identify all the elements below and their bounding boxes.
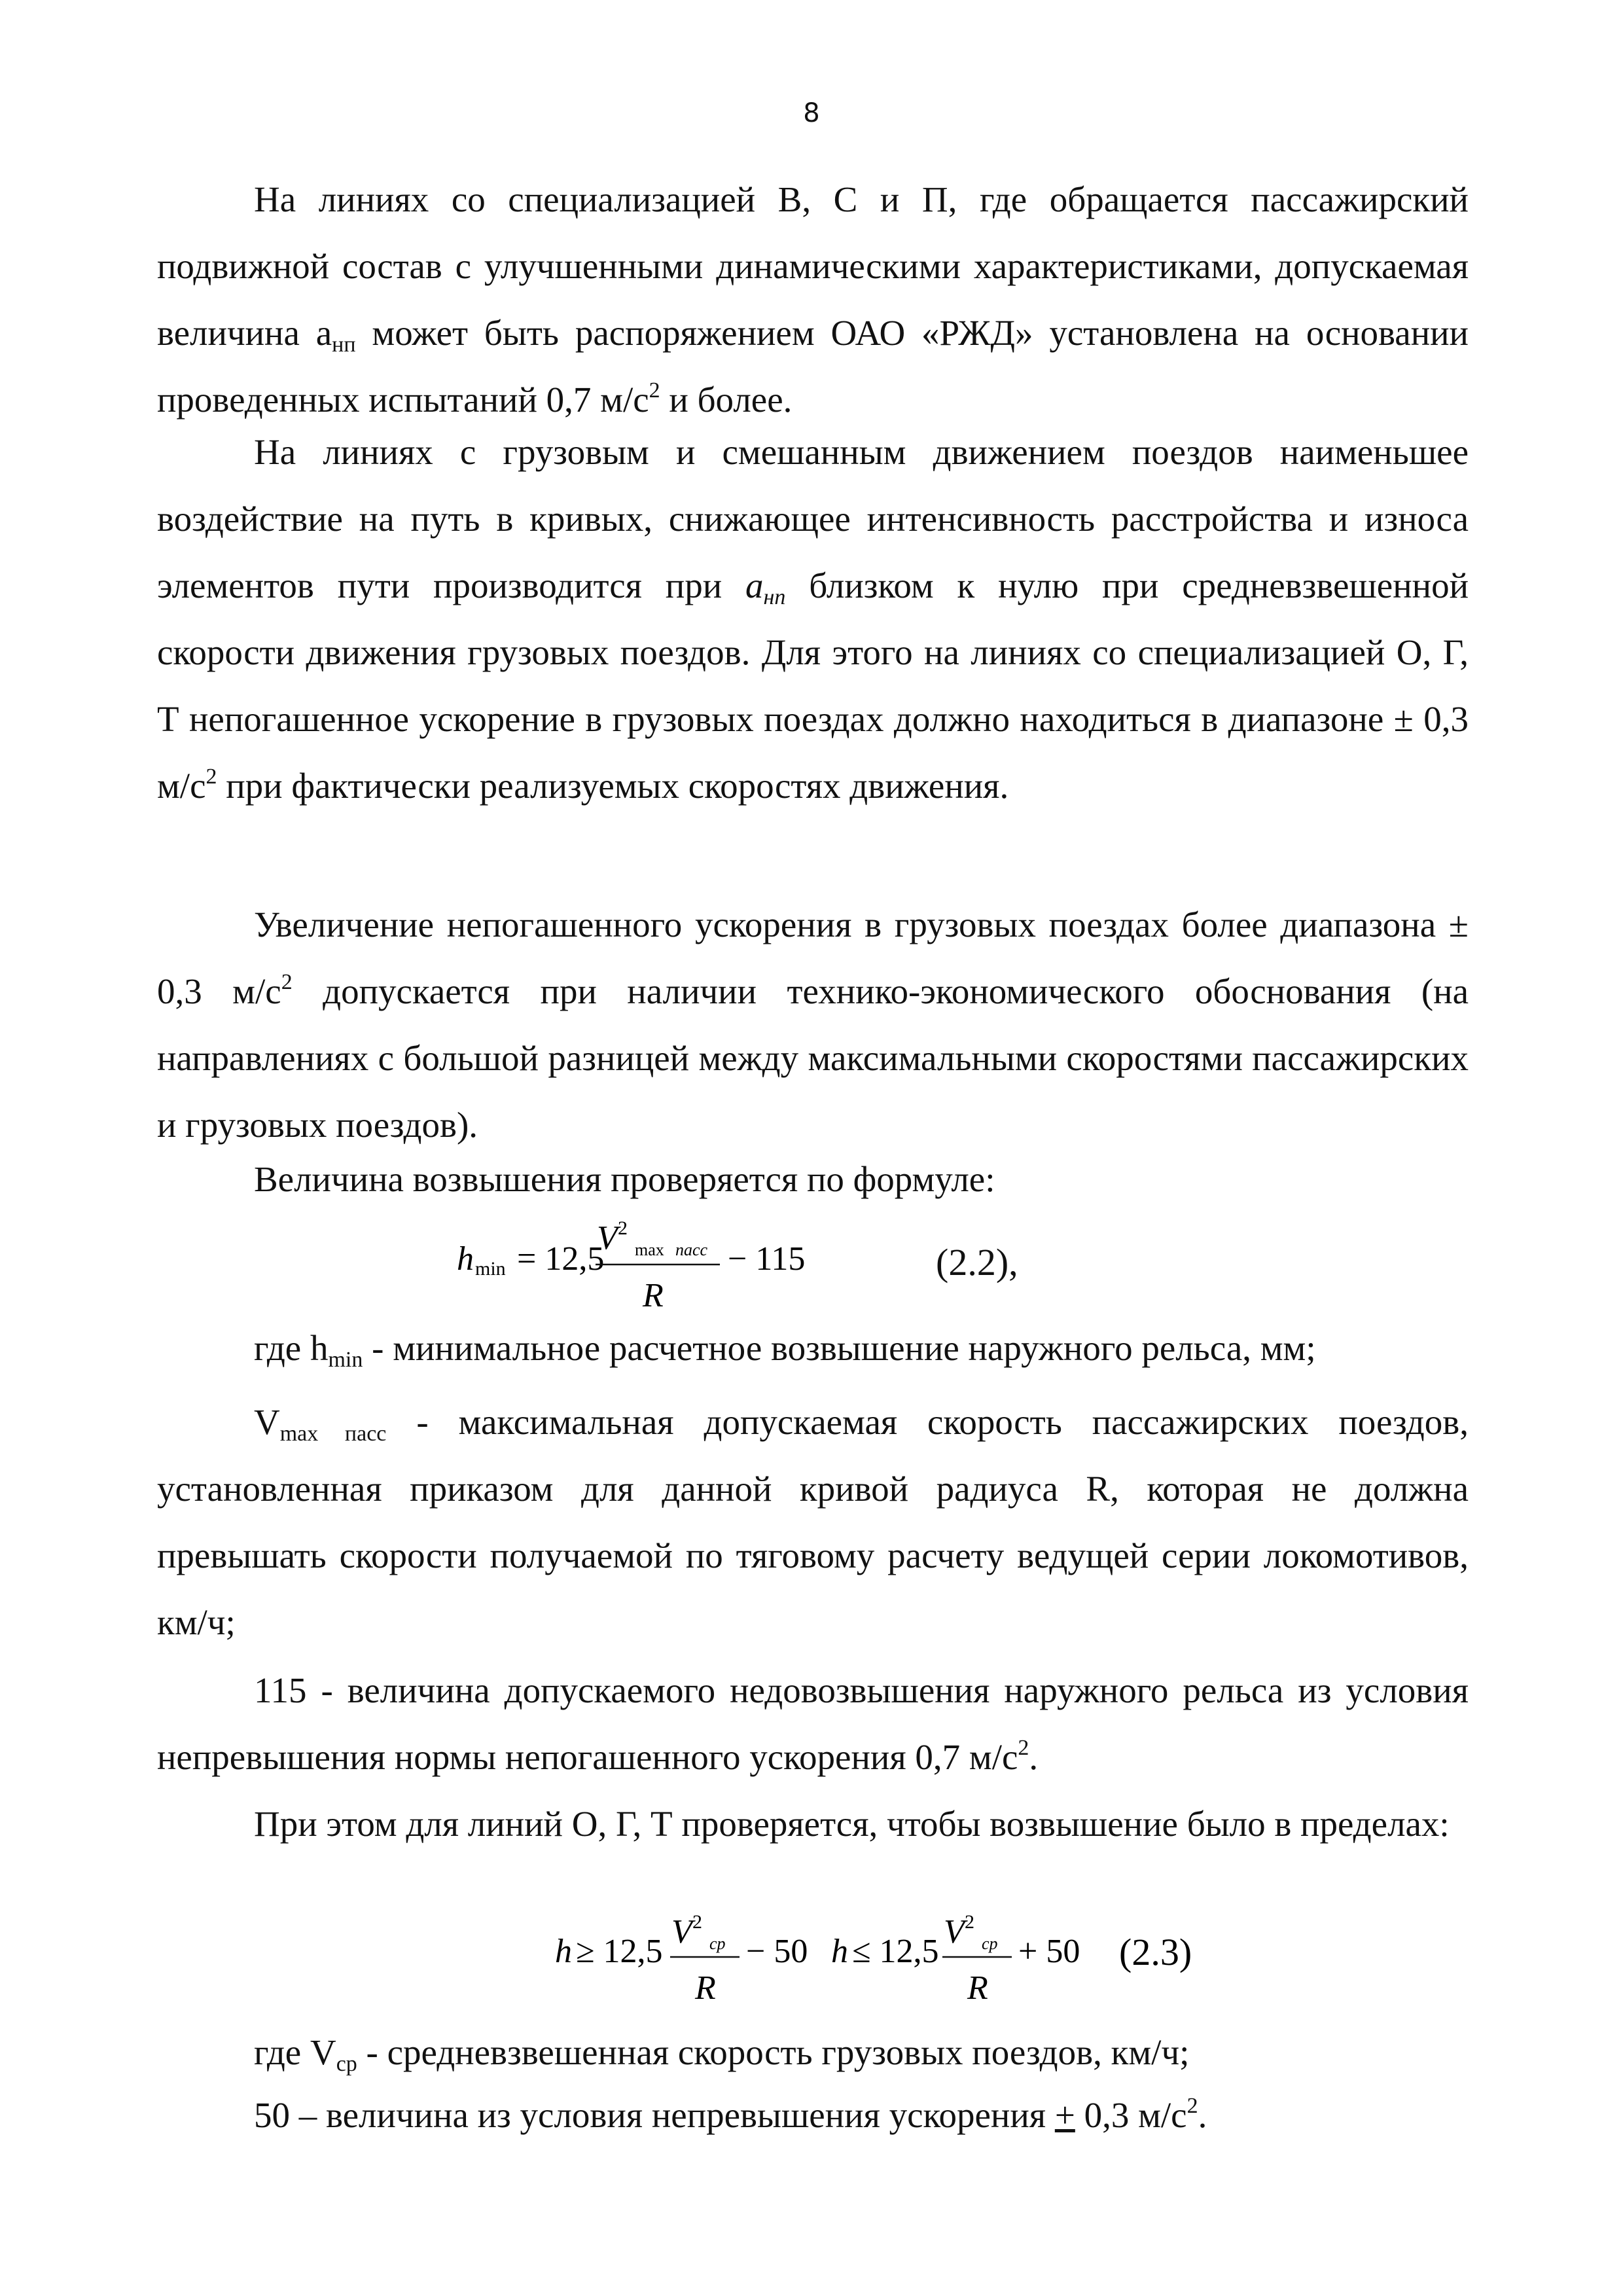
paragraph-5 xyxy=(157,1389,1469,1656)
definition-hmin-sub: min xyxy=(328,1348,363,1372)
paragraph-1-text-b: может быть распоряжением ОАО «РЖД» установлена на основании проведенных испытаний 0,7 м/с xyxy=(157,313,1469,420)
formula-2-2 xyxy=(445,1210,929,1321)
formula-2-2-lhs: h xyxy=(457,1240,474,1278)
formula-2-3-left-num-sub: cp xyxy=(709,1934,726,1953)
paragraph-5-text-b: - максимальная допускаемая скорость пассажирских поездов, установленная приказом для данной кривой радиуса R, которая не должна превышать скорости получаемой по тяговому расчету ведущей серии локомотивов, км/ч; xyxy=(157,1402,1469,1642)
formula-2-3-left-tail: − 50 xyxy=(746,1933,808,1970)
formula-2-2-lhs-sub: min xyxy=(475,1258,506,1280)
paragraph-6-text-b: . xyxy=(1029,1737,1039,1777)
paragraph-7: При этом для линий О, Г, Т проверяется, чтобы возвышение было в пределах: xyxy=(254,1804,1450,1844)
paragraph-3-sup: 2 xyxy=(281,970,293,994)
definition-hmin-text-a: где h xyxy=(254,1328,329,1368)
formula-2-2-tail: − 115 xyxy=(728,1240,806,1278)
definition-50-text-c: . xyxy=(1198,2095,1207,2135)
paragraph-3 xyxy=(157,891,1469,1158)
paragraph-1 xyxy=(157,166,1469,433)
paragraph-3-text-b: допускается при наличии технико-экономического обоснования (на направлениях с большой разницей между максимальными скоростями пассажирских и грузовых поездов). xyxy=(157,971,1469,1145)
definition-50-text-a: 50 – величина из условия непревышения ускорения xyxy=(254,2095,1055,2135)
formula-2-3-right-op: ≤ 12,5 xyxy=(852,1933,939,1970)
paragraph-2-sup: 2 xyxy=(205,764,217,789)
paragraph-2-text-a: На линиях с грузовым и смешанным движением поездов наименьшее воздействие на путь в кривых, снижающее интенсивность расстройства и износа элементов пути производится при xyxy=(157,432,1469,605)
paragraph-1-sub: нп xyxy=(332,332,356,357)
formula-2-2-coef: = 12,5 xyxy=(517,1240,605,1278)
paragraph-1-text-c: и более. xyxy=(660,380,793,420)
definition-50-sup: 2 xyxy=(1186,2094,1198,2118)
definition-50 xyxy=(254,2094,1207,2136)
formula-2-2-num-sup: 2 xyxy=(618,1217,628,1239)
paragraph-2-variable: a xyxy=(745,565,764,605)
formula-intro: Величина возвышения проверяется по формуле: xyxy=(254,1159,995,1199)
paragraph-2-variable-sub: нп xyxy=(763,585,786,609)
formula-2-3-label: (2.3) xyxy=(1119,1931,1192,1973)
paragraph-5-sub: max пасс xyxy=(279,1422,387,1446)
paragraph-2-text-c: при фактически реализуемых скоростях движения. xyxy=(217,766,1009,806)
formula-2-3-left-op: ≥ 12,5 xyxy=(576,1933,663,1970)
definition-hmin xyxy=(254,1327,1316,1372)
definition-vcp-text-b: - средневзвешенная скорость грузовых поездов, км/ч; xyxy=(357,2032,1190,2072)
paragraph-1-text-a: На линиях со специализацией В, С и П, где обращается пассажирский подвижной состав с улучшенными динамическими характеристиками, допускаемая величина а xyxy=(157,179,1469,353)
formula-2-2-num-sub-max: max xyxy=(635,1240,664,1259)
formula-2-2-label: (2.2), xyxy=(936,1241,1018,1283)
formula-2-3-left-h: h xyxy=(555,1933,572,1970)
page-number: 8 xyxy=(803,98,820,128)
paragraph-6-text-a: 115 - величина допускаемого недовозвышения наружного рельса из условия непревышения нормы непогашенного ускорения 0,7 м/с xyxy=(157,1670,1469,1777)
definition-50-plusminus: + xyxy=(1054,2095,1075,2135)
formula-2-3-right-den: R xyxy=(967,1969,988,2007)
formula-2-2-num-sub-pass: пасс xyxy=(675,1240,708,1259)
paragraph-3-text-a: Увеличение непогашенного ускорения в грузовых поездах более диапазона ± 0,3 м/с xyxy=(157,905,1469,1011)
definition-hmin-text-b: - минимальное расчетное возвышение наружного рельса, мм; xyxy=(363,1328,1316,1368)
definition-vcp-sub: ср xyxy=(336,2052,357,2076)
definition-vcp-text-a: где V xyxy=(254,2032,336,2072)
paragraph-2-text-b: близком к нулю при средневзвешенной скорости движения грузовых поездов. Для этого на линиях со специализацией О, Г, Т непогашенное ускорение в грузовых поездах должно находиться в диапазоне ± 0,3 м/с xyxy=(157,565,1469,806)
formula-2-3-left-den: R xyxy=(695,1969,716,2007)
paragraph-6 xyxy=(157,1657,1469,1791)
formula-2-3-right-tail: + 50 xyxy=(1018,1933,1080,1970)
paragraph-6-sup: 2 xyxy=(1018,1736,1029,1760)
formula-2-2-num-v: V xyxy=(597,1219,618,1257)
formula-2-3-right-num-sup: 2 xyxy=(965,1911,974,1933)
formula-2-3-right-num-v: V xyxy=(944,1913,965,1950)
formula-2-3-right-num-sub: cp xyxy=(982,1934,998,1953)
paragraph-1-sup: 2 xyxy=(649,378,660,403)
definition-50-text-b: 0,3 м/с xyxy=(1075,2095,1187,2135)
paragraph-2 xyxy=(157,419,1469,819)
formula-2-3-right-h: h xyxy=(831,1933,848,1970)
formula-2-3-left-num-sup: 2 xyxy=(692,1911,702,1933)
formula-2-2-den: R xyxy=(643,1277,664,1314)
paragraph-5-text-a: V xyxy=(254,1402,280,1442)
formula-2-3-left-num-v: V xyxy=(671,1913,692,1950)
definition-vcp xyxy=(254,2032,1190,2076)
formula-2-3 xyxy=(543,1906,1211,2017)
